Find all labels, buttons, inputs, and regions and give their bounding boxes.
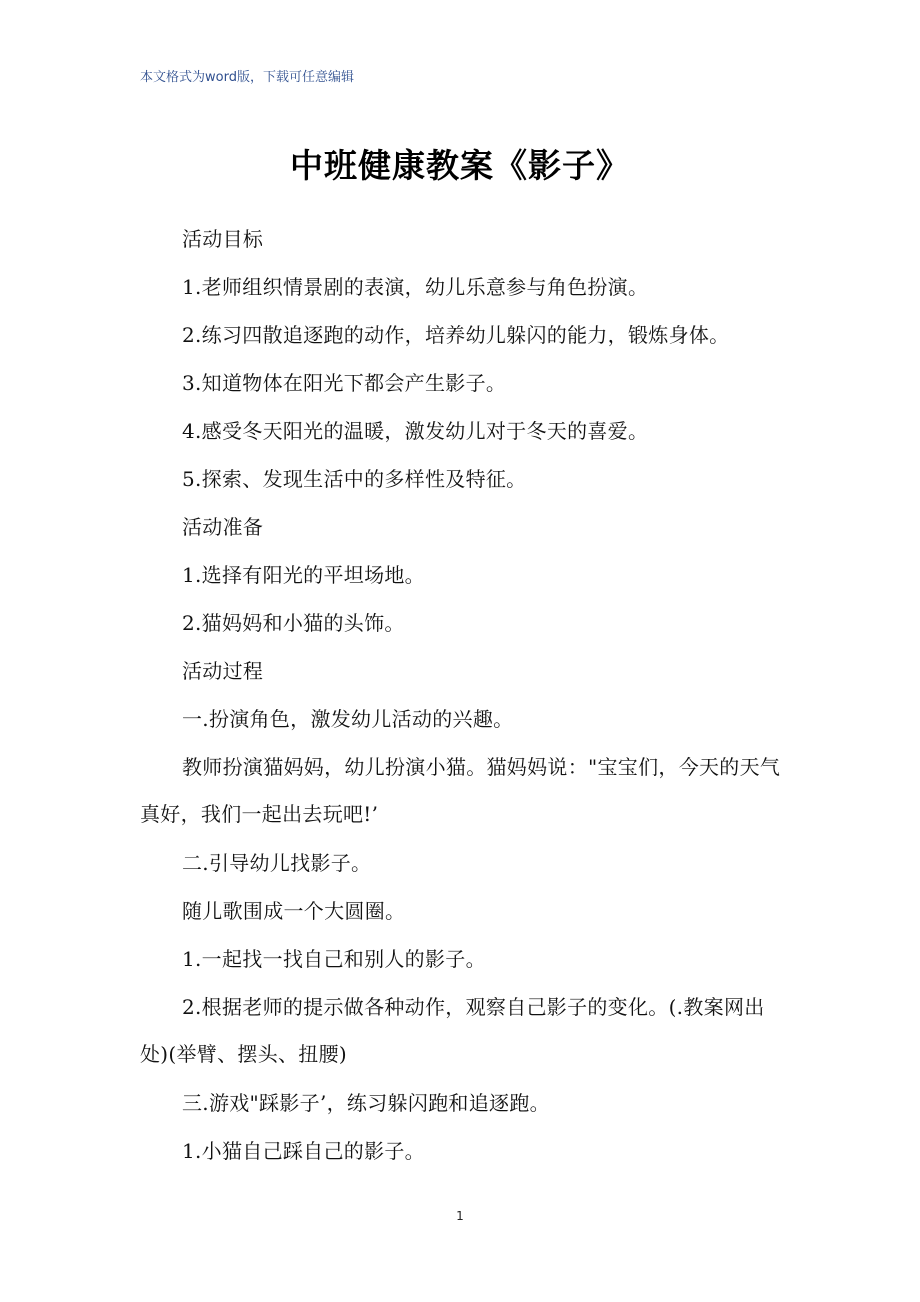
page-number: 1	[456, 1209, 464, 1223]
document-title: 中班健康教案《影子》	[290, 146, 630, 185]
process-step-2: 二.引导幼儿找影子。	[182, 851, 372, 875]
process-step-3: 三.游戏"踩影子’，练习躲闪跑和追逐跑。	[182, 1091, 550, 1115]
process-step-1: 一.扮演角色，激发幼儿活动的兴趣。	[182, 707, 514, 731]
process-step-1-detail: 教师扮演猫妈妈，幼儿扮演小猫。猫妈妈说："宝宝们，今天的天气真好，我们一起出去玩吧!’	[140, 755, 781, 826]
process-step-2-item-2: 2.根据老师的提示做各种动作，观察自己影子的变化。(.教案网出处)(举臂、摆头、扭腰)	[140, 995, 765, 1066]
preparation-item-2: 2.猫妈妈和小猫的头饰。	[182, 611, 405, 635]
header-note: 本文格式为word版，下载可任意编辑	[140, 70, 354, 85]
process-step-2-item-1: 1.一起找一找自己和别人的影子。	[182, 947, 486, 971]
goal-item-3: 3.知道物体在阳光下都会产生影子。	[182, 371, 507, 395]
goal-item-1: 1.老师组织情景剧的表演，幼儿乐意参与角色扮演。	[182, 275, 649, 299]
goal-item-2: 2.练习四散追逐跑的动作，培养幼儿躲闪的能力，锻炼身体。	[182, 323, 730, 347]
preparation-item-1: 1.选择有阳光的平坦场地。	[182, 563, 425, 587]
section-heading-goals: 活动目标	[182, 227, 264, 251]
section-heading-process: 活动过程	[182, 659, 264, 683]
goal-item-4: 4.感受冬天阳光的温暖，激发幼儿对于冬天的喜爱。	[182, 419, 649, 443]
document-body	[140, 216, 782, 1176]
process-step-3-item-1: 1.小猫自己踩自己的影子。	[182, 1139, 425, 1163]
section-heading-preparation: 活动准备	[182, 515, 264, 539]
process-step-2-detail: 随儿歌围成一个大圆圈。	[182, 899, 406, 923]
goal-item-5: 5.探索、发现生活中的多样性及特征。	[182, 467, 527, 491]
